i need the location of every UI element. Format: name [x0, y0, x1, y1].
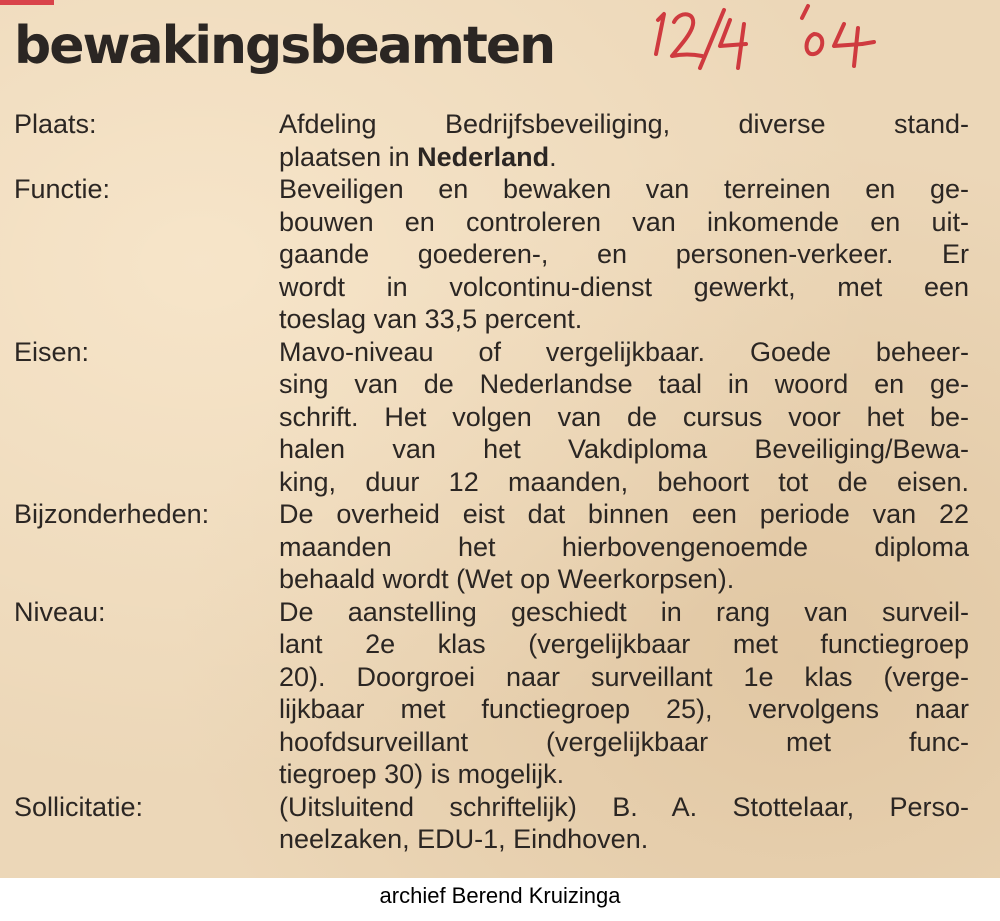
text-line: plaatsen in Nederland.	[279, 141, 557, 172]
text-line: hoofdsurveillant (vergelijkbaar met func-	[279, 726, 969, 757]
text-line: neelzaken, EDU-1, Eindhoven.	[279, 824, 649, 854]
entry-text	[279, 596, 969, 791]
text-line: wordt in volcontinu-dienst gewerkt, met een	[279, 271, 969, 302]
text-line: 20). Doorgroei naar surveillant 1e klas (verge-	[279, 661, 969, 692]
entry-label: Functie:	[14, 174, 111, 204]
entry-text	[279, 173, 969, 336]
text-line: tiegroep 30) is mogelijk.	[279, 759, 565, 789]
entry-functie	[14, 173, 984, 336]
headline: bewakingsbeamten	[14, 16, 555, 76]
archive-caption: archief Berend Kruizinga	[379, 883, 621, 908]
entry-label: Eisen:	[14, 336, 90, 367]
entry-text	[279, 498, 969, 596]
text-line: behaald wordt (Wet op Weerkorpsen).	[279, 564, 735, 594]
text-line: De aanstelling geschiedt in rang van surveil-	[279, 596, 969, 627]
text-line: gaande goederen-, en personen-verkeer. Er	[279, 239, 969, 269]
text-line: Afdeling Bedrijfsbeveiliging, diverse stand-	[279, 109, 969, 139]
text-line: toeslag van 33,5 percent.	[279, 304, 583, 334]
text-line: bouwen en controleren van inkomende en uit-	[279, 206, 969, 237]
text-line: lijkbaar met functiegroep 25), vervolgens naar	[279, 694, 969, 724]
handwritten-date	[648, 2, 898, 80]
text-line: De overheid eist dat binnen een periode van 22	[279, 499, 969, 529]
advertisement-details	[14, 108, 984, 856]
emphasized-place-name: Nederland	[417, 141, 550, 172]
text-line: sing van de Nederlandse taal in woord en ge-	[279, 369, 969, 399]
text-line: king, duur 12 maanden, behoort tot de eisen.	[279, 466, 969, 497]
text-line: halen van het Vakdiploma Beveiliging/Bewa-	[279, 434, 969, 464]
entry-bijzonderheden	[14, 498, 984, 596]
text-line: maanden het hierbovengenoemde diploma	[279, 531, 969, 562]
entry-label: Bijzonderheden:	[14, 499, 210, 529]
entry-eisen	[14, 336, 984, 499]
entry-label: Sollicitatie:	[14, 791, 144, 822]
entry-text	[279, 336, 969, 499]
text-line: (Uitsluitend schriftelijk) B. A. Stottelaar, Perso-	[279, 791, 969, 822]
text-line: Mavo-niveau of vergelijkbaar. Goede beheer-	[279, 336, 969, 367]
entry-text	[279, 791, 969, 856]
entry-niveau	[14, 596, 984, 791]
entry-label: Niveau:	[14, 596, 106, 627]
entry-plaats	[14, 108, 984, 173]
entry-text	[279, 108, 969, 173]
entry-label: Plaats:	[14, 109, 97, 139]
text-line: schrift. Het volgen van de cursus voor het be-	[279, 401, 969, 432]
text-line: Beveiligen en bewaken van terreinen en ge-	[279, 174, 969, 204]
entry-sollicitatie	[14, 791, 984, 856]
red-ink-mark	[0, 0, 54, 5]
text-line: lant 2e klas (vergelijkbaar met functiegroep	[279, 629, 969, 659]
